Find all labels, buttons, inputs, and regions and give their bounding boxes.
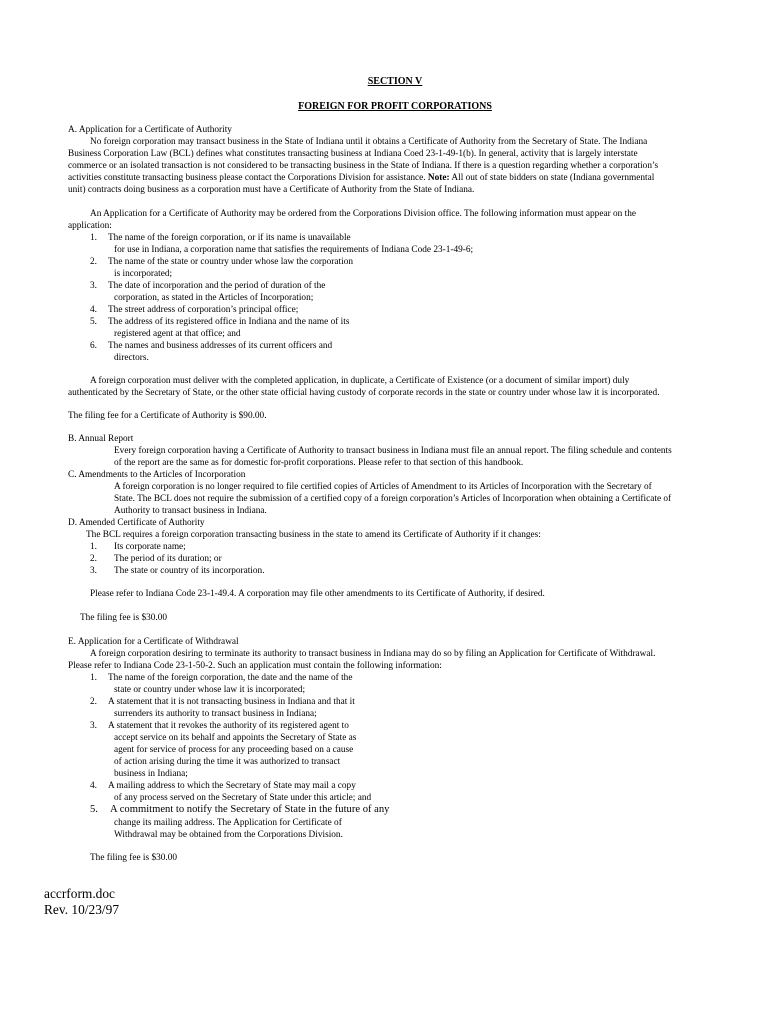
list-item: state or country under whose law it is incorporated; <box>114 685 306 695</box>
footer-revision: Rev. 10/23/97 <box>44 902 120 917</box>
list-item: The street address of corporation’s principal office; <box>108 305 299 315</box>
text-line: A foreign corporation is no longer required to file certified copies of Articles of Amendment to its Articles of Incorporation with the Secretary of <box>114 482 652 492</box>
list-number: 4. <box>90 305 97 315</box>
authority-fee: The filing fee for a Certificate of Authority is $90.00. <box>68 411 267 421</box>
list-item: The date of incorporation and the period of duration of the <box>108 281 326 291</box>
list-item: registered agent at that office; and <box>114 329 241 339</box>
list-item: of any process served on the Secretary of State under this article; and <box>114 793 372 803</box>
list-item: of action arising during the time it was authorized to transact <box>114 757 341 767</box>
text-line: application: <box>68 221 112 231</box>
text-line: commerce or an isolated transaction is not considered to be transacting business in the State of Indiana. If there is a question regarding whether a corporation’s <box>68 161 659 171</box>
list-item: business in Indiana; <box>114 769 188 779</box>
text-line: Every foreign corporation having a Certificate of Authority to transact business in Indiana must file an annual report. The filing schedule and contents <box>114 446 672 456</box>
section-subtitle: FOREIGN FOR PROFIT CORPORATIONS <box>298 101 492 112</box>
section-d-heading: D. Amended Certificate of Authority <box>68 518 205 528</box>
list-number: 5. <box>90 804 98 815</box>
section-e-heading: E. Application for a Certificate of Withdrawal <box>68 637 239 647</box>
text-line: Authority to transact business in Indiana. <box>114 506 267 516</box>
list-item: The name of the foreign corporation, the date and the name of the <box>108 673 353 683</box>
list-number: 6. <box>90 341 97 351</box>
list-item: agent for service of process for any proceeding based on a cause <box>114 745 354 755</box>
text-line: Business Corporation Law (BCL) defines what constitutes transacting business at Indiana Coed 23-1-49-1(b). In general, activity that is largely interstate <box>68 149 638 159</box>
list-item: The address of its registered office in Indiana and the name of its <box>108 317 350 327</box>
list-number: 2. <box>90 554 97 564</box>
text-line: A foreign corporation desiring to terminate its authority to transact business in Indiana may do so by filing an Application for Certificate of Withdrawal. <box>90 649 656 659</box>
list-item: surrenders its authority to transact business in Indiana; <box>114 709 317 719</box>
list-item: A commitment to notify the Secretary of State in the future of any <box>110 804 390 815</box>
list-number: 2. <box>90 697 97 707</box>
section-title: SECTION V <box>367 76 423 87</box>
text-line <box>68 173 654 185</box>
list-item: The names and business addresses of its current officers and <box>108 341 333 351</box>
list-item: change its mailing address. The Application for Certificate of <box>114 818 342 828</box>
withdrawal-fee: The filing fee is $30.00 <box>90 853 178 863</box>
text-line: Please refer to Indiana Code 23-1-50-2. Such an application must contain the following information: <box>68 661 442 671</box>
list-number: 1. <box>90 673 97 683</box>
text-line: No foreign corporation may transact business in the State of Indiana until it obtains a Certificate of Authority from the Secretary of State. The Indiana <box>90 137 648 147</box>
text-span: All out of state bidders on state (Indiana governmental <box>451 173 655 183</box>
list-number: 4. <box>90 781 97 791</box>
list-item: A mailing address to which the Secretary of State may mail a copy <box>108 781 356 791</box>
section-c-heading: C. Amendments to the Articles of Incorporation <box>68 470 246 480</box>
text-line: A foreign corporation must deliver with the completed application, in duplicate, a Certificate of Existence (or a document of similar import) duly <box>90 376 630 386</box>
list-number: 5. <box>90 317 97 327</box>
section-b-heading: B. Annual Report <box>68 434 134 444</box>
list-number: 3. <box>90 566 97 576</box>
list-item: corporation, as stated in the Articles of Incorporation; <box>114 293 314 303</box>
note-label: Note: <box>427 173 450 183</box>
text-span: activities constitute transacting business please contact the Corporations Division for assistance. <box>68 173 426 183</box>
list-item: directors. <box>114 353 149 363</box>
footer-filename: accrform.doc <box>44 886 116 901</box>
list-item: The period of its duration; or <box>114 554 222 564</box>
text-line: authenticated by the Secretary of State, or the other state official having custody of corporate records in the state or country under whose law it is incorporated. <box>68 388 660 398</box>
text-line: The BCL requires a foreign corporation transacting business in the state to amend its Certificate of Authority if it changes: <box>86 530 541 540</box>
list-item: Withdrawal may be obtained from the Corporations Division. <box>114 830 343 840</box>
list-item: The name of the foreign corporation, or if its name is unavailable <box>108 233 351 243</box>
list-number: 1. <box>90 233 97 243</box>
list-item: The name of the state or country under whose law the corporation <box>108 257 353 267</box>
list-number: 3. <box>90 281 97 291</box>
list-item: A statement that it revokes the authority of its registered agent to <box>108 721 349 731</box>
list-item: is incorporated; <box>114 269 173 279</box>
section-a-heading: A. Application for a Certificate of Authority <box>68 125 232 135</box>
list-item: The state or country of its incorporation. <box>114 566 265 576</box>
list-number: 3. <box>90 721 97 731</box>
list-item: Its corporate name; <box>114 542 186 552</box>
list-item: A statement that it is not transacting business in Indiana and that it <box>108 697 355 707</box>
text-line: of the report are the same as for domestic for-profit corporations. Please refer to that section of this handbook. <box>114 458 524 468</box>
list-number: 1. <box>90 542 97 552</box>
list-item: accept service on its behalf and appoints the Secretary of State as <box>114 733 357 743</box>
list-number: 2. <box>90 257 97 267</box>
amendment-fee: The filing fee is $30.00 <box>80 613 168 623</box>
text-line: An Application for a Certificate of Authority may be ordered from the Corporations Division office. The following information must appear on the <box>90 209 636 219</box>
text-line: Please refer to Indiana Code 23-1-49.4. A corporation may file other amendments to its Certificate of Authority, if desired. <box>90 589 545 599</box>
list-item: for use in Indiana, a corporation name that satisfies the requirements of Indiana Code 23-1-49-6; <box>114 245 474 255</box>
text-line: State. The BCL does not require the submission of a certified copy of a foreign corporation’s Articles of Incorporation when obtaining a Certificate of <box>114 494 672 504</box>
text-line: unit) contracts doing business as a corporation must have a Certificate of Authority from the State of Indiana. <box>68 185 475 195</box>
